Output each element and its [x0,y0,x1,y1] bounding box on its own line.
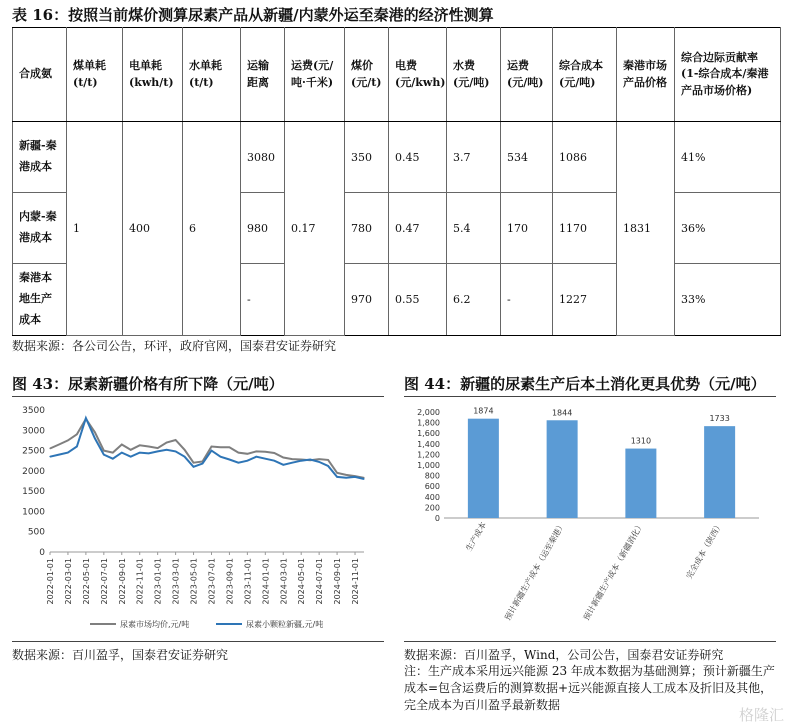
header-cell: 运费 (元/吨) [501,28,553,122]
series-line-2 [50,418,364,479]
y-tick-label: 400 [424,492,440,502]
data-point [238,452,239,453]
y-tick-label: 2,000 [417,408,440,417]
series-line-1 [50,419,364,478]
data-point [58,454,59,455]
freight-cell: - [501,264,553,336]
header-cell: 综合边际贡献率(1-综合成本/秦港产品市场价格) [675,28,781,122]
category-label: 生产成本 [464,520,489,553]
data-point [67,452,68,453]
data-point [67,440,68,441]
electricity-cell: 0.47 [389,193,447,264]
data-point [283,457,284,458]
y-tick-label: 1,800 [417,418,440,428]
data-point [193,462,194,463]
data-label: 1733 [709,414,730,424]
row-label: 秦港本地生产成本 [13,264,67,336]
x-tick-label: 2023-11-01 [243,558,253,605]
x-tick-label: 2023-05-01 [189,558,199,605]
data-point [148,446,149,447]
data-label: 1844 [551,408,573,418]
water-cell: 6.2 [447,264,501,336]
data-point [166,442,167,443]
fig44-bottom-rule [404,641,776,642]
data-point [363,478,364,479]
data-point [328,459,329,460]
electricity-cell: 0.55 [389,264,447,336]
freight-cell: 534 [501,122,553,193]
table-row [13,122,781,193]
x-tick-label: 2022-09-01 [117,558,127,605]
x-tick-label: 2024-03-01 [279,558,289,605]
data-point [283,464,284,465]
y-tick-label: 200 [424,503,440,513]
water-cell: 3.7 [447,122,501,193]
table-header-row [13,28,781,122]
fig44-source: 数据来源：百川盈孚，Wind，公司公告，国泰君安证券研究 [404,648,724,662]
elec-use-cell: 400 [123,122,183,336]
data-point [265,451,266,452]
data-point [238,462,239,463]
fig44-note: 注：生产成本采用远兴能源 23 年成本数据为基础测算；预计新疆生产成本=包含运费后的测算数据+远兴能源直接人工成本及折旧及其他，完全成本为百川盈孚最新数据 [404,664,775,712]
header-cell: 电费 (元/kwh) [389,28,447,122]
data-point [256,456,257,457]
y-tick-label: 800 [424,471,440,481]
total-cost-cell: 1170 [553,193,617,264]
data-point [94,432,95,433]
data-point [292,458,293,459]
row-label: 新疆-秦港成本 [13,122,67,193]
water-cell: 5.4 [447,193,501,264]
fig43-source: 数据来源：百川盈孚，国泰君安证券研究 [12,648,229,662]
data-point [202,463,203,464]
data-point [112,452,113,453]
y-tick-label: 2500 [22,446,45,457]
data-point [328,465,329,466]
fig44-top-rule [404,396,776,397]
electricity-cell: 0.45 [389,122,447,193]
data-point [211,446,212,447]
data-point [229,447,230,448]
y-tick-label: 500 [27,527,45,538]
data-point [76,446,77,447]
data-point [184,456,185,457]
fig43-top-rule [12,396,384,397]
data-point [319,461,320,462]
data-point [157,448,158,449]
coal-use-cell: 1 [67,122,123,336]
x-tick-label: 2022-11-01 [135,558,145,605]
watermark-logo: 格隆汇 [738,706,784,724]
distance-cell: 980 [241,193,285,264]
header-cell: 运费(元/吨·千米) [285,28,345,122]
y-tick-label: 0 [434,514,440,523]
data-point [121,444,122,445]
bar [704,426,735,518]
freight-rate-cell: 0.17 [285,122,345,336]
y-tick-label: 1,000 [417,461,440,470]
data-point [166,449,167,450]
data-point [274,452,275,453]
header-cell: 电单耗 (kwh/t) [123,28,183,122]
fig43-title: 图 43：尿素新疆价格有所下降（元/吨） [12,375,284,393]
x-tick-label: 2022-05-01 [81,558,91,605]
legend-label: 尿素小颗粒新疆,元/吨 [246,620,324,629]
freight-cell: 170 [501,193,553,264]
cost-bar-chart [404,398,776,636]
x-tick-label: 2022-03-01 [63,558,73,605]
y-tick-label: 0 [39,548,45,558]
data-point [265,458,266,459]
x-tick-label: 2024-11-01 [351,558,361,605]
data-label: 1874 [473,406,494,416]
header-cell: 运输距离 [241,28,285,122]
header-cell: 煤价 (元/t) [345,28,389,122]
economics-table [12,27,781,336]
data-point [310,459,311,460]
total-cost-cell: 1086 [553,122,617,193]
data-point [336,476,337,477]
data-point [94,438,95,439]
y-tick-label: 1500 [22,487,45,498]
data-point [139,445,140,446]
data-point [336,472,337,473]
category-label: 预计新疆生产成本（新疆消化） [581,520,646,622]
data-point [229,459,230,460]
data-point [49,448,50,449]
margin-cell: 41% [675,122,781,193]
bar [468,419,499,518]
y-tick-label: 1,600 [417,429,440,439]
coal-price-cell: 970 [345,264,389,336]
header-cell: 综合成本 (元/吨) [553,28,617,122]
header-cell: 秦港市场产品价格 [617,28,675,122]
distance-cell: - [241,264,285,336]
data-point [112,458,113,459]
data-point [345,477,346,478]
y-tick-label: 1,200 [417,450,440,460]
data-point [247,453,248,454]
data-point [220,456,221,457]
data-point [211,450,212,451]
distance-cell: 3080 [241,122,285,193]
data-point [148,453,149,454]
data-point [121,452,122,453]
data-point [319,458,320,459]
urea-price-line-chart [12,398,384,636]
x-tick-label: 2024-09-01 [333,558,343,605]
y-tick-label: 600 [424,482,440,492]
data-point [184,449,185,450]
x-tick-label: 2023-03-01 [171,558,181,605]
x-tick-label: 2023-09-01 [225,558,235,605]
data-point [274,460,275,461]
y-tick-label: 1,400 [417,439,440,449]
data-point [49,456,50,457]
x-tick-label: 2023-07-01 [207,558,217,605]
header-cell: 水费 (元/吨) [447,28,501,122]
bar [547,420,578,518]
data-point [220,447,221,448]
data-point [345,474,346,475]
data-point [301,460,302,461]
data-point [130,449,131,450]
category-label: 完全成本（陕西） [684,520,725,581]
x-tick-label: 2024-05-01 [297,558,307,605]
x-tick-label: 2024-01-01 [261,558,271,605]
table-source: 数据来源：各公司公告，环评，政府官网，国泰君安证券研究 [12,339,337,353]
data-point [157,451,158,452]
y-tick-label: 3000 [22,426,45,437]
data-label: 1310 [630,436,652,446]
data-point [256,451,257,452]
x-tick-label: 2023-01-01 [153,558,163,605]
data-point [247,460,248,461]
data-point [193,466,194,467]
fig44-title: 图 44：新疆的尿素生产后本土消化更具优势（元/吨） [404,375,766,393]
margin-cell: 33% [675,264,781,336]
margin-cell: 36% [675,193,781,264]
data-point [139,452,140,453]
coal-price-cell: 780 [345,193,389,264]
header-cell: 合成氨 [13,28,67,122]
x-tick-label: 2022-01-01 [46,558,55,605]
table16-title: 表 16：按照当前煤价测算尿素产品从新疆/内蒙外运至秦港的经济性测算 [12,6,494,24]
data-point [130,456,131,457]
data-point [103,450,104,451]
fig43-bottom-rule [12,641,384,642]
water-use-cell: 6 [183,122,241,336]
data-point [103,454,104,455]
data-point [175,439,176,440]
category-label: 预计新疆生产成本（运至秦港） [503,520,567,622]
data-point [85,418,86,419]
y-tick-label: 3500 [22,406,45,416]
data-point [292,462,293,463]
data-point [175,451,176,452]
y-tick-label: 2000 [22,466,45,477]
legend-label: 尿素市场均价,元/吨 [120,620,190,629]
header-cell: 煤单耗 (t/t) [67,28,123,122]
coal-price-cell: 350 [345,122,389,193]
x-tick-label: 2022-07-01 [99,558,109,605]
qhd-price-cell: 1831 [617,122,675,336]
data-point [76,434,77,435]
x-tick-label: 2024-07-01 [315,558,325,605]
total-cost-cell: 1227 [553,264,617,336]
row-label: 内蒙-秦港成本 [13,193,67,264]
y-tick-label: 1000 [22,507,45,518]
bar [625,449,656,518]
data-point [58,444,59,445]
header-cell: 水单耗 (t/t) [183,28,241,122]
data-point [354,476,355,477]
